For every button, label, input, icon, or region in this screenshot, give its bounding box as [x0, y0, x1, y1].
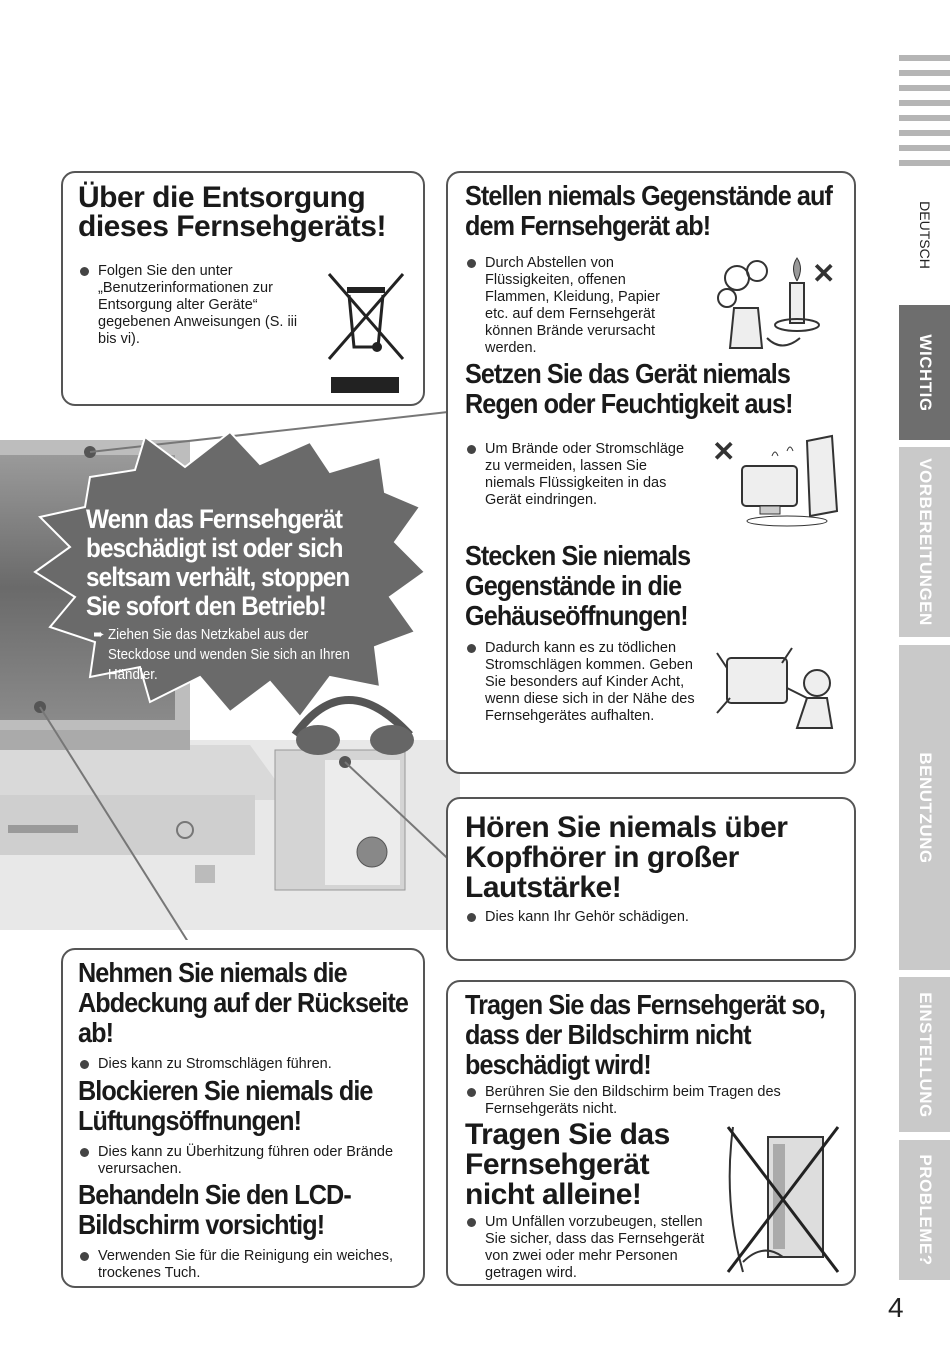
sidebar-stripe	[899, 85, 950, 91]
cover-bullet: Dies kann zu Stromschlägen führen.	[78, 1056, 428, 1073]
openings-bullet: Dadurch kann es zu tödlichen Stromschlägen kommen. Geben Sie besonders auf Kinder Acht, wenn diese sich in der Nähe des Fernsehgerätes aufhalten.	[465, 640, 700, 725]
carry-alone-title: Tragen Sie das Fernsehgerät nicht alleine!	[465, 1118, 670, 1211]
sidebar-stripe	[899, 130, 950, 136]
objects-title: Stellen niemals Gegenstände auf dem Fernsehgerät ab!	[465, 180, 833, 241]
sidebar-stripe	[899, 160, 950, 166]
objects-rain-openings-box	[446, 171, 856, 774]
page-number: 4	[888, 1292, 904, 1323]
tv-rain-icon	[712, 431, 847, 531]
vents-title: Blockieren Sie niemals die Lüftungsöffnungen!	[78, 1075, 373, 1136]
rain-bullet: Um Brände oder Stromschläge zu vermeiden, lassen Sie niemals Flüssigkeiten in das Gerät eindringen.	[465, 441, 695, 509]
sidebar-stripe	[899, 115, 950, 121]
vase-candle-icon	[712, 253, 842, 358]
sidebar-stripe	[899, 145, 950, 151]
headphones-box	[446, 797, 856, 961]
carry-bullet: Berühren Sie den Bildschirm beim Tragen des Fernsehgeräts nicht.	[465, 1084, 855, 1118]
carry-box	[446, 980, 856, 1286]
warning-burst-title: Wenn das Fernsehgerät beschädigt ist oder sich seltsam verhält, stoppen Sie sofort den Betrieb!	[86, 504, 350, 621]
disposal-title: Über die Entsorgung dieses Fernsehgeräts!	[78, 181, 386, 243]
sidebar-stripe	[899, 100, 950, 106]
tab-einstellung[interactable]: EINSTELLUNG	[899, 977, 950, 1132]
tab-probleme[interactable]: PROBLEME?	[899, 1140, 950, 1280]
svg-text:✕: ✕	[712, 436, 736, 467]
language-label: DEUTSCH	[916, 201, 933, 269]
objects-bullet: Durch Abstellen von Flüssigkeiten, offenen Flammen, Kleidung, Papier etc. auf dem Fernsehgerät können Brände verursacht werden.	[465, 255, 685, 357]
sidebar-stripe	[899, 70, 950, 76]
crossed-bin-icon	[321, 269, 411, 394]
tab-wichtig[interactable]: WICHTIG	[899, 305, 950, 440]
warning-burst-note: ➨ Ziehen Sie das Netzkabel aus der Steckdose und wenden Sie sich an Ihren Händler.	[93, 627, 350, 683]
warning-burst	[86, 505, 386, 685]
tab-benutzung[interactable]: BENUTZUNG	[899, 645, 950, 970]
lcd-bullet: Verwenden Sie für die Reinigung ein weiches, trockenes Tuch.	[78, 1248, 398, 1282]
disposal-box	[61, 171, 425, 406]
svg-text:✕: ✕	[812, 258, 836, 289]
tab-vorbereitungen[interactable]: VORBEREITUNGEN	[899, 447, 950, 637]
disposal-bullet: Folgen Sie den unter „Benutzerinformationen zur Entsorgung alter Geräte“ gegebenen Anweisungen (S. iii bis vi).	[78, 263, 303, 348]
arrow-right-icon: ➨	[93, 627, 105, 643]
cover-title: Nehmen Sie niemals die Abdeckung auf der Rückseite ab!	[78, 957, 408, 1048]
headphones-title: Hören Sie niemals über Kopfhörer in großer Lautstärke!	[465, 811, 788, 904]
carry-alone-bullet: Um Unfällen vorzubeugen, stellen Sie sicher, dass das Fernsehgerät von zwei oder mehr Personen getragen wird.	[465, 1214, 725, 1282]
cover-vents-lcd-box	[61, 948, 425, 1288]
rain-title: Setzen Sie das Gerät niemals Regen oder Feuchtigkeit aus!	[465, 358, 793, 419]
carrying-tv-crossed-icon	[723, 1122, 843, 1282]
vents-bullet: Dies kann zu Überhitzung führen oder Brände verursachen.	[78, 1144, 398, 1178]
lcd-title: Behandeln Sie den LCD-Bildschirm vorsichtig!	[78, 1179, 351, 1240]
carry-title: Tragen Sie das Fernsehgerät so, dass der Bildschirm nicht beschädigt wird!	[465, 989, 826, 1080]
sidebar-stripe	[899, 55, 950, 61]
headphones-bullet: Dies kann Ihr Gehör schädigen.	[465, 909, 865, 926]
child-tv-icon	[712, 643, 847, 733]
openings-title: Stecken Sie niemals Gegenstände in die Gehäuseöffnungen!	[465, 540, 691, 631]
